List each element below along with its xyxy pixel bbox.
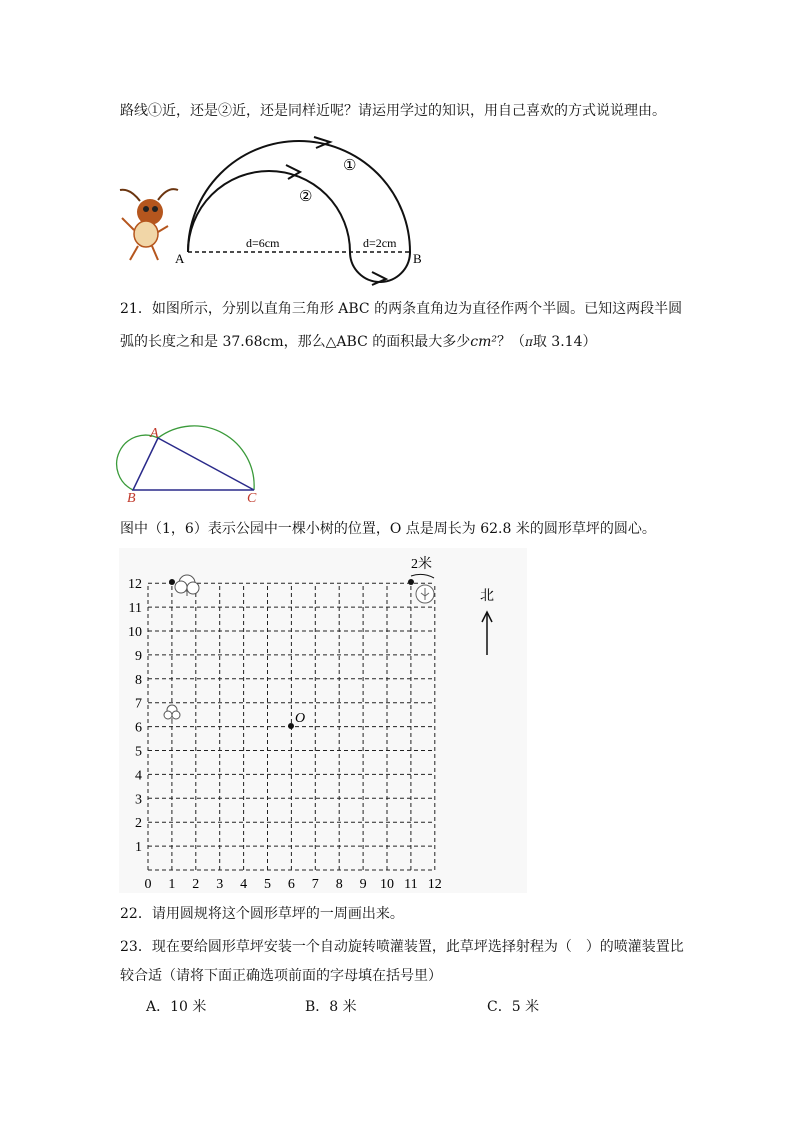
scale-label: 2米 bbox=[411, 557, 432, 572]
y-tick-label: 10 bbox=[128, 625, 142, 640]
diameter-2cm-label: d=2cm bbox=[363, 236, 397, 250]
x-tick-label: 12 bbox=[427, 877, 442, 892]
triangle-label-a: A bbox=[150, 426, 159, 441]
center-label: O bbox=[295, 711, 306, 726]
q21-line-2-a: 弧的长度之和是 37.68cm，那么△ABC 的面积最大多少 bbox=[120, 334, 471, 350]
x-tick-label: 2 bbox=[192, 877, 200, 892]
tree-icon-top-left bbox=[175, 575, 199, 596]
y-tick-label: 6 bbox=[135, 720, 142, 736]
y-tick-label: 2 bbox=[135, 816, 142, 832]
q21-line-2-b: ？（ bbox=[496, 334, 525, 350]
scale-bracket bbox=[411, 574, 434, 578]
tree-icon-top-right bbox=[416, 585, 434, 603]
q21-unit: cm² bbox=[470, 334, 497, 350]
center-point-o bbox=[288, 723, 294, 729]
x-tick-label: 8 bbox=[335, 877, 343, 892]
y-tick-label: 12 bbox=[128, 577, 142, 593]
x-tick-label: 7 bbox=[311, 877, 319, 892]
option-a[interactable]: A．10 米 bbox=[146, 999, 207, 1015]
x-tick-label: 10 bbox=[380, 877, 394, 892]
point-b-label: B bbox=[413, 251, 422, 266]
point-tree-top-left bbox=[169, 579, 175, 585]
diameter-6cm-label: d=6cm bbox=[246, 236, 280, 250]
triangle-label-b: B bbox=[127, 491, 136, 506]
q21-line-2-c: 取 3.14） bbox=[532, 334, 597, 350]
q22-text: 22．请用圆规将这个圆形草坪的一周画出来。 bbox=[120, 906, 404, 922]
north-label: 北 bbox=[480, 589, 494, 604]
y-tick-label: 1 bbox=[135, 840, 142, 856]
option-c[interactable]: C．5 米 bbox=[487, 999, 540, 1015]
y-tick-label: 8 bbox=[135, 672, 142, 688]
q21-line-1: 21．如图所示，分别以直角三角形 ABC 的两条直角边为直径作两个半圆。已知这两段半圆 bbox=[120, 301, 683, 317]
triangle-label-c: C bbox=[247, 491, 257, 506]
y-tick-label: 3 bbox=[135, 792, 142, 808]
x-tick-label: 4 bbox=[240, 877, 248, 892]
x-tick-label: 1 bbox=[168, 877, 176, 892]
x-tick-label: 3 bbox=[216, 877, 224, 892]
route-2-label: ② bbox=[299, 189, 313, 205]
x-tick-label: 6 bbox=[287, 877, 295, 892]
q23-line-1: 23．现在要给圆形草坪安装一个自动旋转喷灌装置，此草坪选择射程为（ ）的喷灌装置比 bbox=[120, 939, 684, 955]
y-tick-label: 11 bbox=[128, 601, 142, 617]
y-tick-label: 9 bbox=[135, 648, 142, 664]
point-a-label: A bbox=[175, 251, 185, 266]
y-tick-label: 7 bbox=[135, 696, 142, 712]
grid-intro-text: 图中（1，6）表示公园中一棵小树的位置，O 点是周长为 62.8 米的圆形草坪的圆心。 bbox=[120, 521, 656, 537]
y-tick-label: 4 bbox=[135, 768, 142, 784]
y-tick-label: 5 bbox=[135, 744, 142, 760]
x-tick-label: 5 bbox=[264, 877, 271, 892]
q21-pi: π bbox=[524, 335, 533, 349]
point-tree-top-right bbox=[408, 579, 414, 585]
routes-question-text: 路线①近，还是②近，还是同样近呢？请运用学过的知识，用自己喜欢的方式说说理由。 bbox=[120, 103, 666, 119]
route-1-label: ① bbox=[343, 158, 357, 174]
option-b[interactable]: B．8 米 bbox=[305, 999, 357, 1015]
x-tick-label: 0 bbox=[144, 877, 152, 892]
x-tick-label: 11 bbox=[404, 877, 418, 892]
x-tick-label: 9 bbox=[359, 877, 367, 892]
small-tree-icon bbox=[164, 705, 180, 724]
q23-line-2: 较合适（请将下面正确选项前面的字母填在括号里） bbox=[120, 968, 442, 984]
